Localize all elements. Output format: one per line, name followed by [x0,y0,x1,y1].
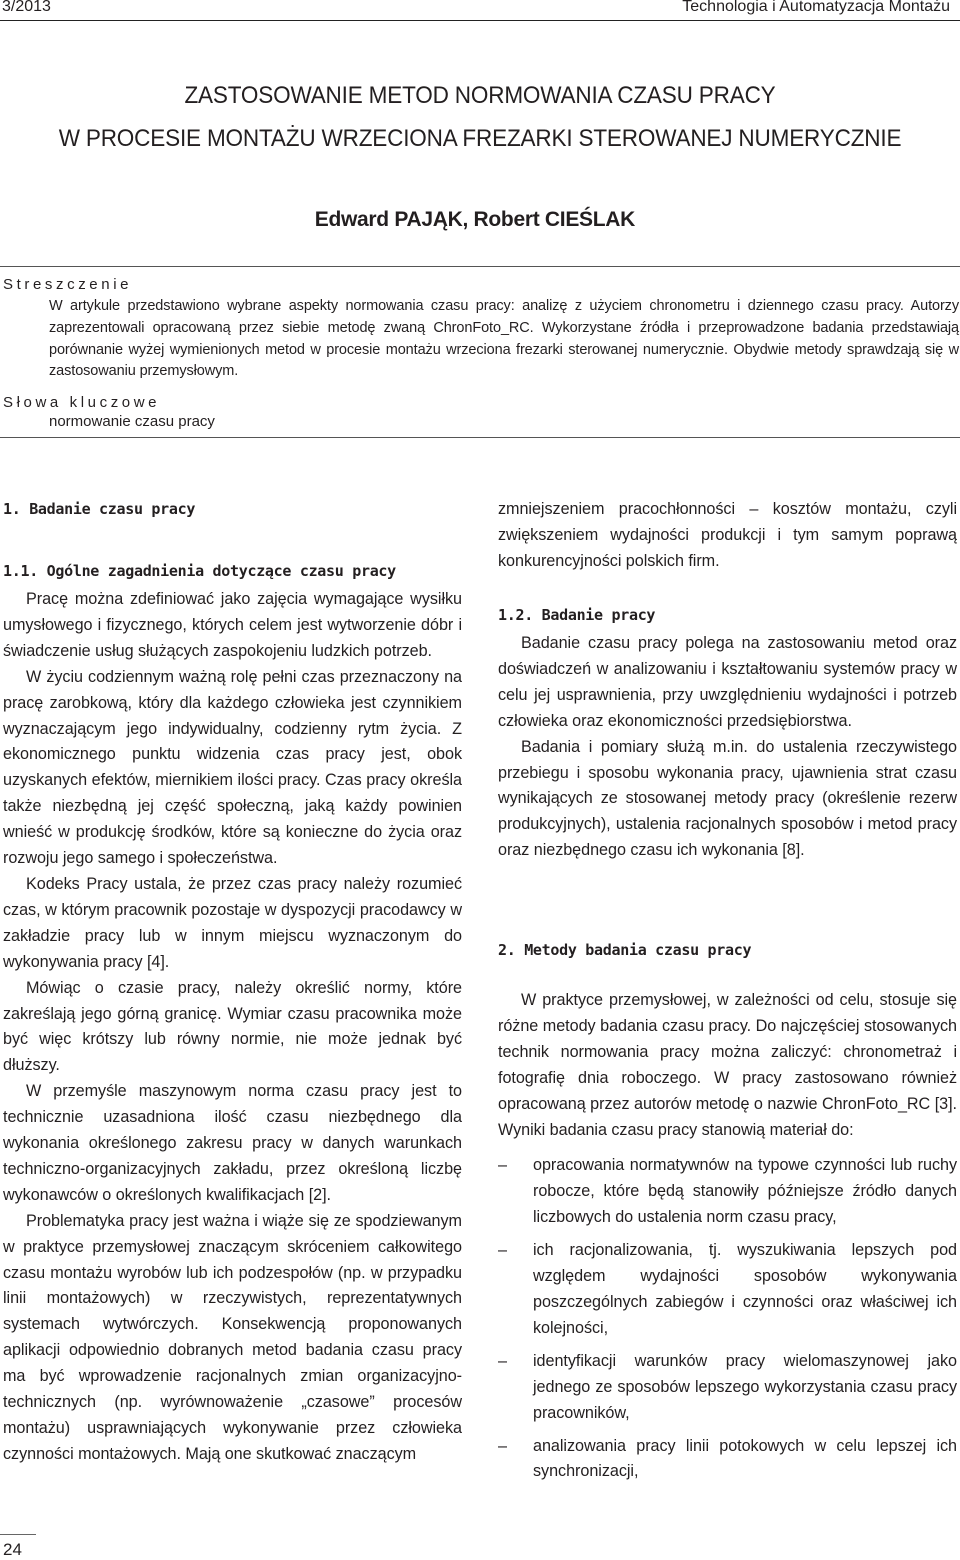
keywords-text: normowanie czasu pracy [49,413,215,430]
list-item: – opracowania normatywnów na typowe czynności lub ruchy robocze, które będą stanowiły późniejsze źródło danych liczbowych do ustalenia norm czasu pracy, [498,1153,957,1231]
paragraph: W przemyśle maszynowym norma czasu pracy jest to technicznie uzasadniona ilość czasu niezbędnego dla wykonania określonego zakresu pracy w danych warunkach techniczno-organizacyjnych zakładu, przez określoną liczbę wykonawców o określonych kwalifikacjach [2]. [3,1082,462,1204]
abstract-bottom-rule [0,437,960,438]
title-line-2: W PROCESIE MONTAŻU WRZECIONA FREZARKI STEROWANEJ NUMERYCZNIE [58,125,902,152]
paragraph: zmniejszeniem pracochłonności – kosztów montażu, czyli zwiększeniem wydajności produkcji i tym samym poprawą konkurencyjności polskich firm. [498,500,957,570]
right-column-section-2 [498,988,957,1492]
abstract-label: Streszczenie [3,276,133,293]
paragraph: W praktyce przemysłowej, w zależności od celu, stosuje się różne metody badania czasu pracy. Do najczęściej stosowanych technik normowania pracy można zaliczyć: chronometraż i fotografię dnia roboczego. W pracy zastosowano również opracowaną przez autorów metodę o nazwie ChronFoto_RC [3]. Wyniki badania czasu pracy stanowią materiał do: [498,991,957,1139]
section-heading-1-2: 1.2. Badanie pracy [498,606,656,624]
title-line-1: ZASTOSOWANIE METOD NORMOWANIA CZASU PRACY [184,82,776,109]
section-heading-1-1: 1.1. Ogólne zagadnienia dotyczące czasu pracy [3,562,396,580]
list-item: – identyfikacji warunków pracy wielomaszynowej jako jednego ze sposobów lepszego wykorzystania czasu pracy pracowników, [498,1349,957,1427]
running-header [0,0,960,21]
section-heading-2: 2. Metody badania czasu pracy [498,941,752,959]
footer-rule [0,1534,36,1535]
section-heading-1: 1. Badanie czasu pracy [3,500,196,518]
list-item: – analizowania pracy linii potokowych w celu lepszej ich synchronizacji, [498,1434,957,1486]
right-column-section-1-2 [498,631,957,864]
journal-name: Technologia i Automatyzacja Montażu [682,0,950,15]
abstract-top-rule [0,266,960,267]
page-number: 24 [3,1540,22,1559]
left-column [3,587,462,1468]
right-column-intro [498,497,957,575]
paragraph: Problematyka pracy jest ważna i wiąże się ze spodziewanym w praktyce przemysłowej znaczącym skróceniem całkowitego czasu montażu wyrobów lub ich podzespołów (np. w przypadku linii montażowych) w rzeczywistych, reprezentatywnych systemach wytwórczych. Konsekwencją proponowanych aplikacji odpowiednio dobranych metod badania czasu pracy ma być wprowadzenie racjonalnych zmian organizacyjno-technicznych (np. wyrównoważenie „czasowe” procesów montażu) usprawniających wykonywanie przez człowieka czynności montażowych. Mają one skutkować znaczącym [3,1211,462,1463]
paragraph: Mówiąc o czasie pracy, należy określić normy, które zakreślają jego górną granicę. Wymiar czasu pracownika może być więc krótszy lub równy normie, nie może jednak być dłuższy. [3,978,462,1075]
keywords-label: Słowa kluczowe [3,394,161,411]
abstract-text: W artykule przedstawiono wybrane aspekty normowania czasu pracy: analizę z użyciem chronometru i dziennego czasu pracy. Autorzy zaprezentowali opracowaną przez siebie metodę zwaną ChronFoto_RC. Wykorzystane źródła i przeprowadzone badania przedstawiają porównanie wyżej wymienionych metod w procesie montażu wrzeciona frezarki sterowanej numerycznie. Obydwie metody sprawdzają się w zastosowaniu przemysłowym. [49,298,959,380]
paragraph: Badanie czasu pracy polega na zastosowaniu metod oraz doświadczeń w analizowaniu i kształtowaniu systemów pracy w celu jej usprawnienia, przy uwzględnieniu wydajności i potrzeb człowieka oraz ekonomiczności przedsiębiorstwa. [498,634,957,730]
paragraph: Badania i pomiary służą m.in. do ustalenia rzeczywistego przebiegu i sposobu wykonania pracy, ujawnienia strat czasu wynikających ze stosowanej metody pracy (określenie rezerw produkcyjnych), ustalenia racjonalnych sposobów i metod pracy oraz niezbędnego czasu ich wykonania [8]. [498,737,957,860]
list-item: – ich racjonalizowania, tj. wyszukiwania lepszych pod względem wydajności sposobów wykonywania poszczególnych zabiegów i czynności oraz właściwej ich kolejności, [498,1238,957,1342]
paragraph: W życiu codziennym ważną rolę pełni czas przeznaczony na pracę zarobkową, który dla każdego człowieka jest czynnikiem wyznaczającym jego indywidualny, codzienny rytm życia. Z ekonomicznego punktu widzenia czas pracy jest, obok uzyskanych efektów, miernikiem ilości pracy. Czas pracy określa także niezbędną jej część społeczną, jaką każdy powinien wnieść w produkcję środków, które są konieczne do życia oraz rozwoju jego samego i społeczeństwa. [3,667,462,868]
paragraph: Kodeks Pracy ustala, że przez czas pracy należy rozumieć czas, w którym pracownik pozostaje w dyspozycji pracodawcy w zakładzie pracy lub w innym miejscu wyznaczonym do wykonywania pracy [4]. [3,874,462,971]
authors: Edward PAJĄK, Robert CIEŚLAK [314,208,635,231]
dash-list [498,1153,957,1485]
issue-number: 3/2013 [2,0,51,15]
paragraph: Pracę można zdefiniować jako zajęcia wymagające wysiłku umysłowego i fizycznego, których celem jest wytworzenie dóbr i świadczenie usług służących zaspokojeniu ludzkich potrzeb. [3,590,462,660]
